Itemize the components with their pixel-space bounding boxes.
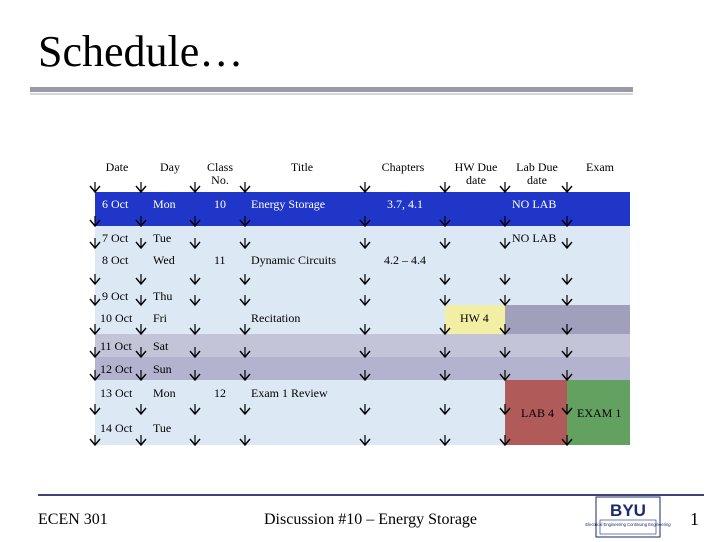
byu-logo: [585, 497, 671, 537]
cell-class-no: 11: [214, 253, 226, 267]
page-number: 1: [690, 509, 699, 529]
cell-day: Fri: [153, 311, 168, 325]
cell-lab: NO LAB: [512, 231, 557, 245]
cell-lab: LAB 4: [521, 406, 554, 420]
cell-day: Mon: [153, 197, 176, 211]
footer-rule: [38, 494, 704, 496]
cell-exam: EXAM 1: [577, 406, 622, 420]
title-rule: [30, 87, 633, 92]
saturday-row-background: [95, 334, 630, 357]
cell-day: Sun: [153, 362, 172, 376]
cell-class-no: 12: [214, 386, 226, 400]
cell-chapters: 4.2 – 4.4: [384, 253, 426, 267]
cell-hw: HW 4: [460, 311, 489, 325]
header-day: Day: [160, 160, 180, 174]
cell-day: Tue: [153, 231, 172, 245]
header-date: Date: [105, 160, 129, 174]
header-chapters: Chapters: [381, 160, 425, 174]
cell-date: 9 Oct: [102, 289, 129, 303]
header-class-no: Class No.: [206, 160, 233, 187]
header-lab-due: Lab Due date: [516, 160, 558, 187]
cell-class-no: 10: [214, 197, 226, 211]
cell-lab: NO LAB: [512, 197, 557, 211]
cell-date: 10 Oct: [100, 311, 133, 325]
sunday-row-background: [95, 357, 630, 380]
cell-chapters: 3.7, 4.1: [387, 197, 423, 211]
cell-date: 13 Oct: [100, 386, 133, 400]
hw-lab-exam-gray: [505, 305, 630, 334]
slide-title: Schedule…: [38, 27, 244, 76]
cell-date: 14 Oct: [100, 421, 133, 435]
cell-title: Energy Storage: [251, 197, 326, 211]
cell-date: 12 Oct: [100, 362, 133, 376]
cell-day: Thu: [153, 289, 173, 303]
cell-title: Dynamic Circuits: [251, 253, 336, 267]
header-title: Title: [290, 160, 314, 174]
cell-date: 7 Oct: [102, 231, 129, 245]
title-rule-shadow: [30, 93, 633, 95]
cell-title: Recitation: [251, 311, 301, 325]
cell-day: Mon: [153, 386, 176, 400]
cell-date: 6 Oct: [102, 197, 129, 211]
logo-text: BYU: [610, 501, 646, 520]
cell-date: 8 Oct: [102, 253, 129, 267]
cell-day: Tue: [153, 421, 172, 435]
logo-subtext: Electrical Engineering Continuing Engineering: [585, 522, 671, 527]
header-hw-due: HW Due date: [454, 160, 498, 187]
header-exam: Exam: [586, 160, 614, 174]
cell-day: Wed: [153, 253, 175, 267]
footer-lecture-title: Discussion #10 – Energy Storage: [264, 511, 478, 528]
cell-title: Exam 1 Review: [251, 386, 328, 400]
footer-course: ECEN 301: [38, 511, 108, 528]
cell-date: 11 Oct: [100, 339, 132, 353]
cell-day: Sat: [153, 339, 169, 353]
